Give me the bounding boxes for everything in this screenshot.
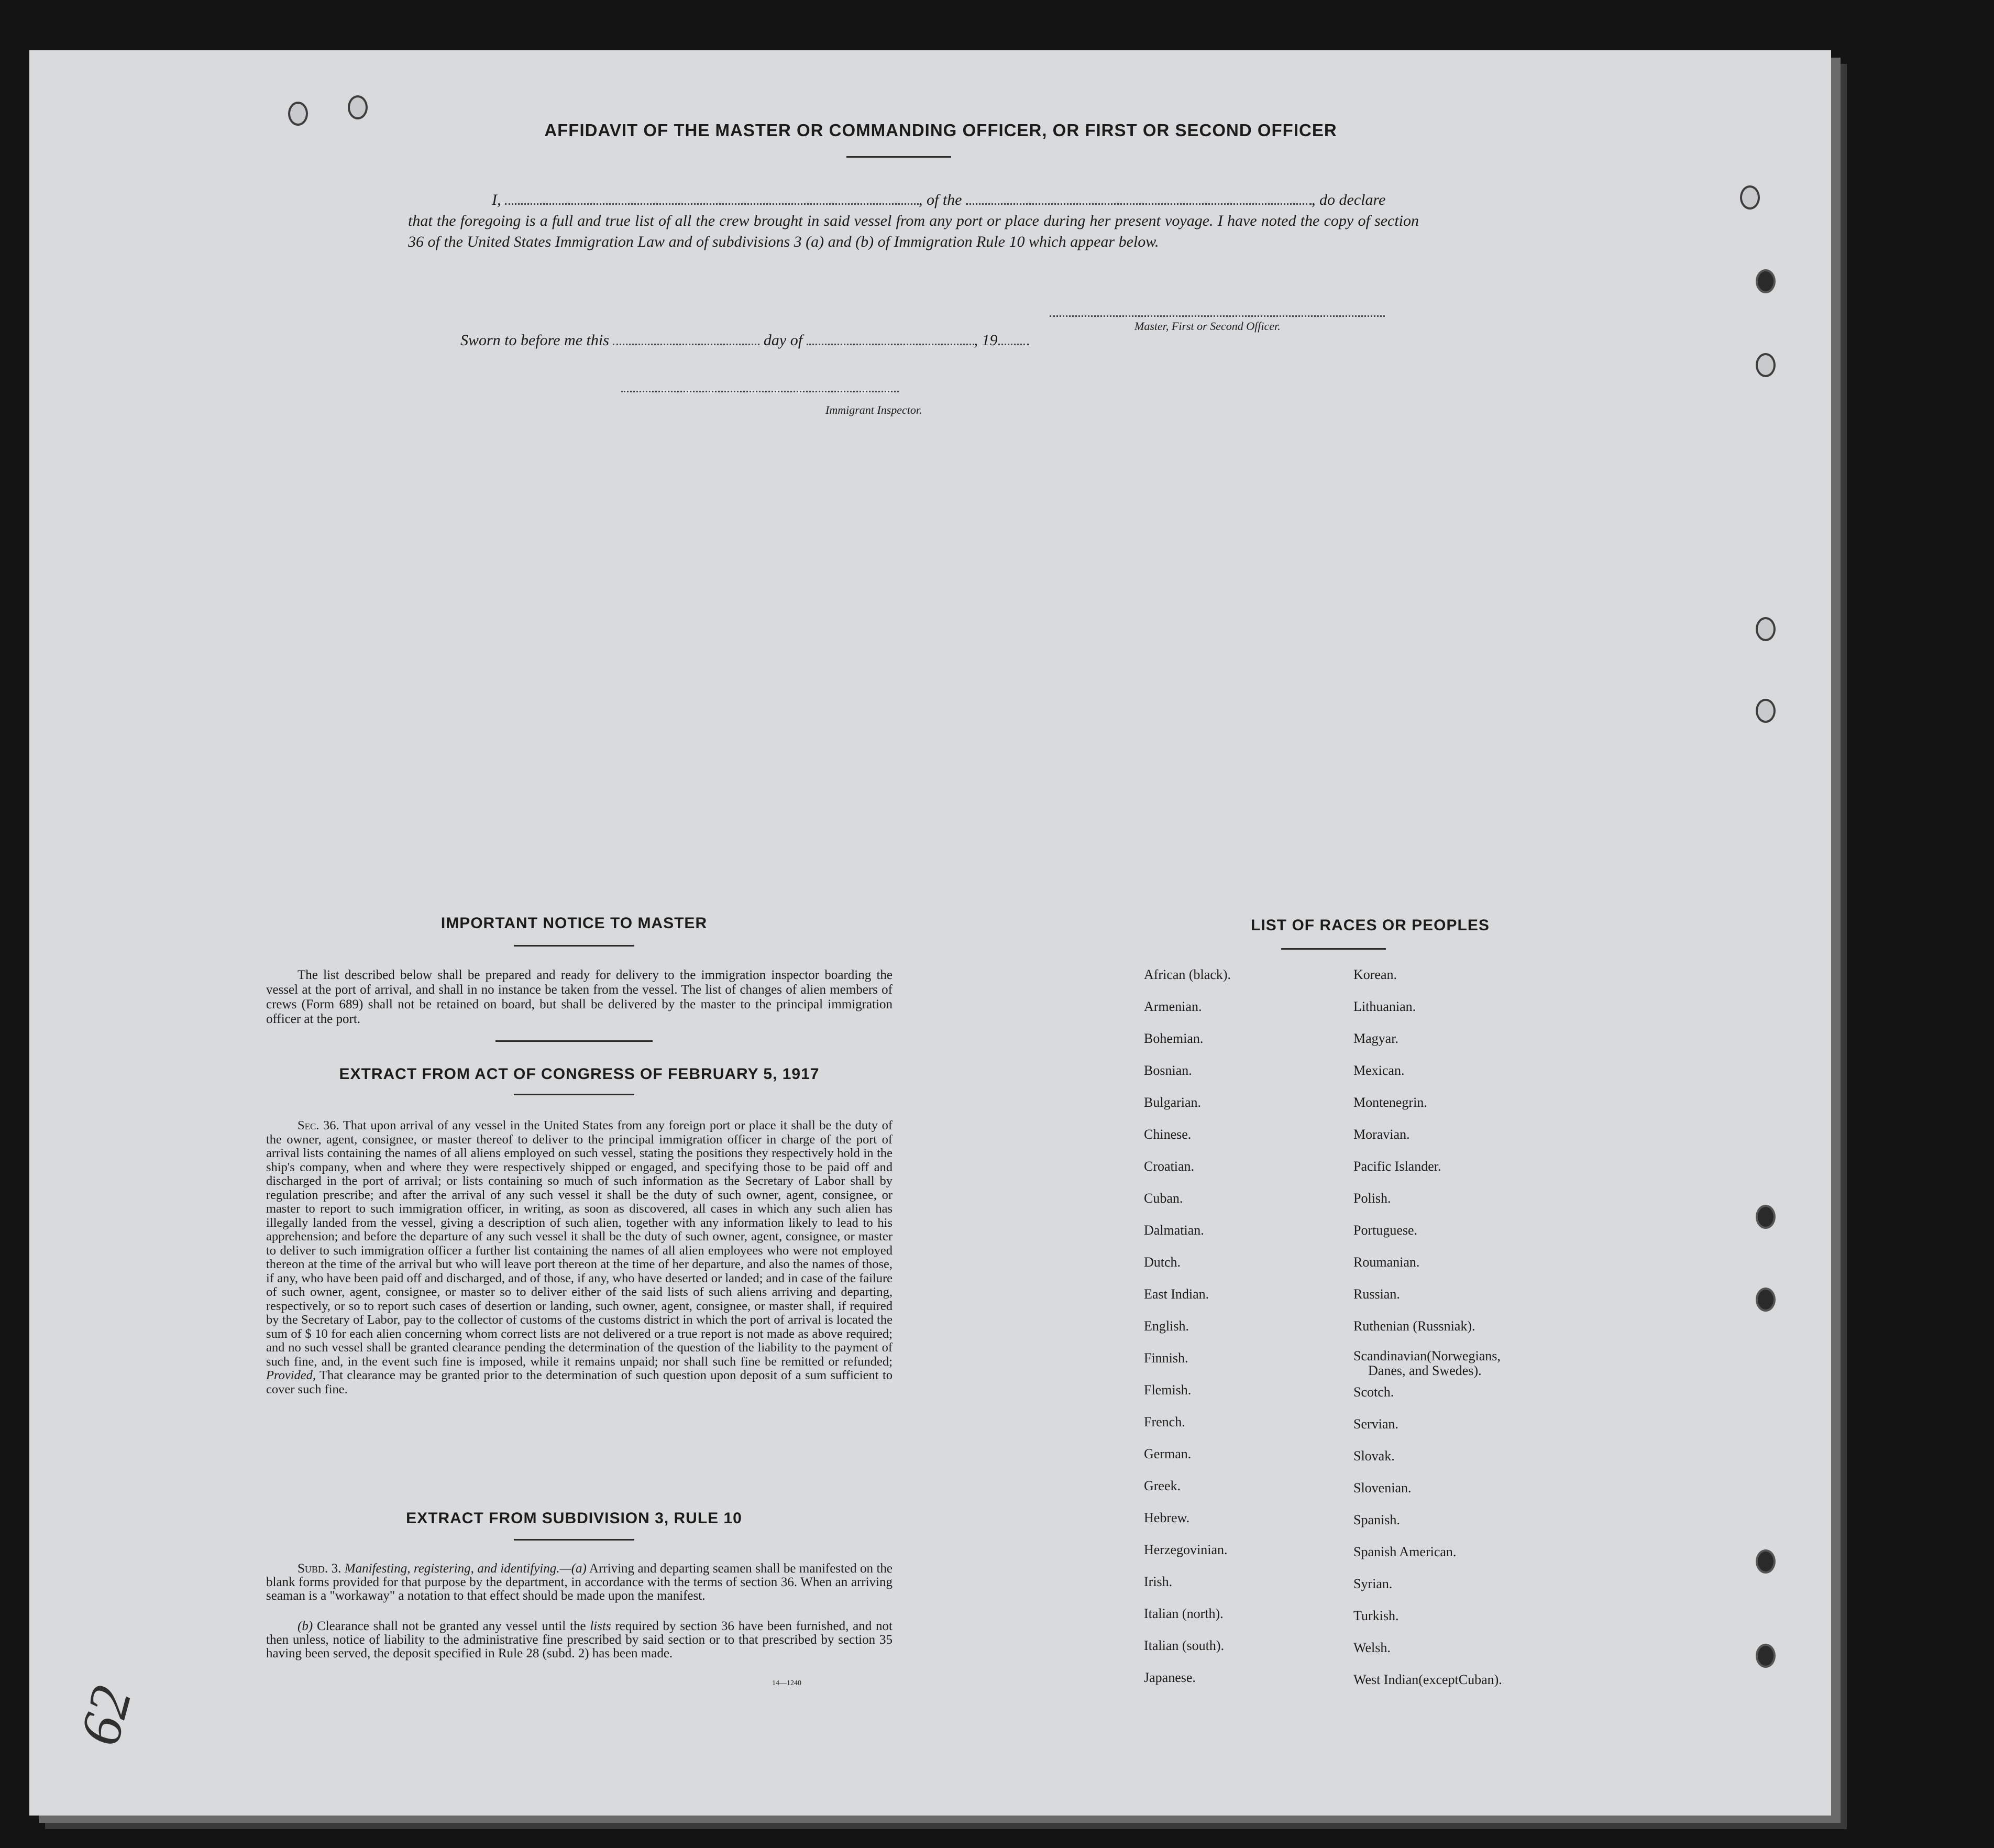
race-item: Armenian. bbox=[1144, 999, 1202, 1014]
signature-line[interactable] bbox=[1050, 313, 1385, 317]
form-number: 14—1240 bbox=[772, 1679, 801, 1687]
sworn-label: Sworn to before me this bbox=[460, 332, 609, 349]
affidavit-declaration-line bbox=[460, 190, 1419, 211]
notice-underline bbox=[514, 945, 634, 947]
race-item: Scotch. bbox=[1353, 1384, 1394, 1400]
race-item: Korean. bbox=[1353, 967, 1397, 982]
b-label: (b) bbox=[298, 1619, 313, 1633]
race-item: Japanese. bbox=[1144, 1670, 1196, 1685]
race-item: Ruthenian (Russniak). bbox=[1353, 1318, 1475, 1334]
act-body-text: That upon arrival of any vessel in the United States from any foreign port or place it shall be the duty of the owner, agent, consignee, or master thereof to deliver to the principal immigration officer in charge of the port of arrival lists containing the names of all aliens employed on such vessel, stating the positions they respectively hold in the ship's company, when and where they were respectively shipped or engaged, and specifying those to be paid off and discharged in the port of arrival; or lists containing so much of such information as the Secretary of Labor shall by regulation prescribe; and after the arrival of any such vessel it shall be the duty of such owner, agent, consignee, or master to report to such immigration officer, in writing, as soon as discovered, all cases in which any such alien has illegally landed from the vessel, giving a description of such alien, together with any information likely to lead to his apprehension; and before the departure of any such vessel it shall be the duty of such owner, agent, consignee, or master to deliver to such immigration officer a further list containing the names of all alien employees who were not employed thereon at the time of the arrival but who will leave port thereon at the time of her departure, and also the names of those, if any, who have been paid off and discharged, and of those, if any, who have deserted or landed; and in case of the failure of such owner, agent, consignee, or master so to deliver either of the said lists of such aliens arriving and departing, respectively, or so to report such cases of desertion or landing, such owner, agent, consignee, or master shall, if required by the Secretary of Labor, pay to the collector of customs of the customs district in which the port of arrival is located the sum of $ 10 for each alien concerning whom correct lists are not delivered or a true report is not made as above required; and no such vessel shall be granted clearance pending the determination of the question of the liability to the payment of such fine, and, in the event such fine is imposed, while it remains unpaid; nor shall such fine be remitted or refunded; bbox=[266, 1118, 893, 1369]
document-sheet bbox=[29, 50, 1831, 1816]
race-item: Roumanian. bbox=[1353, 1255, 1420, 1270]
race-item: Scandinavian(Norwegians, bbox=[1353, 1348, 1501, 1363]
act-extract-title: EXTRACT FROM ACT OF CONGRESS OF FEBRUARY 5, 1917 bbox=[339, 1065, 820, 1083]
race-item: Dalmatian. bbox=[1144, 1223, 1204, 1238]
subd-title: Manifesting, registering, and identifying.—(a) bbox=[344, 1561, 587, 1576]
race-item: Moravian. bbox=[1353, 1127, 1410, 1142]
affidavit-body: that the foregoing is a full and true list of all the crew brought in said vessel from any port or place during her present voyage. I have noted the copy of section 36 of the United States Immigration Law and of subdivisions 3 (a) and (b) of Immigration Rule 10 which appear below. bbox=[408, 212, 1419, 250]
binder-hole bbox=[1756, 617, 1776, 641]
race-item: Polish. bbox=[1353, 1191, 1391, 1206]
race-item: Croatian. bbox=[1144, 1159, 1195, 1174]
act-body-end: That clearance may be granted prior to the determination of such question upon deposit of a sum sufficient to cover such fine. bbox=[266, 1368, 893, 1396]
rule-body-b2: required by section 36 have been furnished, and not then unless, notice of liability to the administrative fine prescribed by said section or to that prescribed by section 35 having been served, the deposit specified in Rule 28 (subd. 2) has been made. bbox=[266, 1619, 893, 1660]
rule-underline bbox=[514, 1539, 634, 1541]
inspector-signature-line[interactable] bbox=[621, 389, 899, 392]
race-item: Spanish. bbox=[1353, 1512, 1400, 1527]
day-of-label: day of bbox=[763, 332, 803, 349]
race-item: Bohemian. bbox=[1144, 1031, 1204, 1046]
do-declare-label: , do declare bbox=[1312, 191, 1386, 208]
race-item: Turkish. bbox=[1353, 1608, 1399, 1623]
race-item: Greek. bbox=[1144, 1478, 1181, 1493]
rule-extract-body-b bbox=[266, 1620, 893, 1660]
race-item: Finnish. bbox=[1144, 1350, 1188, 1366]
race-item: Montenegrin. bbox=[1353, 1095, 1427, 1110]
signature-caption: Master, First or Second Officer. bbox=[1134, 320, 1281, 333]
binder-hole bbox=[1756, 699, 1776, 723]
race-item: Chinese. bbox=[1144, 1127, 1192, 1142]
race-item: French. bbox=[1144, 1414, 1185, 1429]
race-item: Mexican. bbox=[1353, 1063, 1405, 1078]
race-item: Servian. bbox=[1353, 1416, 1398, 1432]
race-item: Bosnian. bbox=[1144, 1063, 1192, 1078]
race-item: Italian (north). bbox=[1144, 1606, 1224, 1621]
vessel-name-field[interactable] bbox=[966, 203, 1312, 205]
sec-label: Sec. 36. bbox=[298, 1118, 339, 1132]
race-item: Syrian. bbox=[1353, 1576, 1393, 1591]
rule-body-a: Arriving and departing seamen shall be manifested on the blank forms provided for that purpose by the department, in accordance with the terms of section 36. When an arriving seaman is a "workaway" a notation to that effect should be made upon the manifest. bbox=[266, 1561, 893, 1603]
races-title: LIST OF RACES OR PEOPLES bbox=[1251, 917, 1490, 934]
race-item: Cuban. bbox=[1144, 1191, 1183, 1206]
binder-hole bbox=[288, 102, 308, 126]
race-item: Magyar. bbox=[1353, 1031, 1398, 1046]
notice-body: The list described below shall be prepared and ready for delivery to the immigration inspector boarding the vessel at the port of arrival, and shall in no instance be taken from the vessel. The list of changes of alien members of crews (Form 689) shall not be retained on board, but shall be delivered by the master to the principal immigration officer at the port. bbox=[266, 968, 893, 1026]
title-underline bbox=[846, 156, 951, 158]
rule-extract-title: EXTRACT FROM SUBDIVISION 3, RULE 10 bbox=[406, 1510, 742, 1527]
race-item: Slovak. bbox=[1353, 1448, 1395, 1464]
race-item: African (black). bbox=[1144, 967, 1231, 982]
act-underline bbox=[514, 1094, 634, 1095]
notice-title: IMPORTANT NOTICE TO MASTER bbox=[440, 915, 708, 932]
race-item: Herzegovinian. bbox=[1144, 1542, 1228, 1557]
race-item: Pacific Islander. bbox=[1353, 1159, 1441, 1174]
rule-extract-body-a bbox=[266, 1562, 893, 1603]
binder-hole bbox=[1756, 1644, 1776, 1668]
race-item: English. bbox=[1144, 1318, 1189, 1334]
year-label: , 19 bbox=[974, 332, 998, 349]
binder-hole bbox=[1756, 1205, 1776, 1229]
race-item: Russian. bbox=[1353, 1286, 1400, 1302]
section-divider bbox=[495, 1040, 653, 1042]
race-item: Welsh. bbox=[1353, 1640, 1391, 1655]
race-item: Flemish. bbox=[1144, 1382, 1192, 1398]
rule-body-b1: Clearance shall not be granted any vessel until the bbox=[316, 1619, 586, 1633]
binder-hole bbox=[1756, 353, 1776, 377]
provided-label: Provided, bbox=[266, 1368, 316, 1382]
race-item: Italian (south). bbox=[1144, 1638, 1225, 1653]
binder-hole bbox=[1756, 1288, 1776, 1312]
race-item: Hebrew. bbox=[1144, 1510, 1190, 1525]
of-the-label: , of the bbox=[919, 191, 962, 208]
act-extract-body bbox=[266, 1119, 893, 1396]
race-item: Portuguese. bbox=[1353, 1223, 1418, 1238]
races-underline bbox=[1281, 948, 1386, 950]
inspector-caption: Immigrant Inspector. bbox=[825, 403, 922, 416]
race-item-continuation: Danes, and Swedes). bbox=[1368, 1363, 1482, 1378]
binder-hole bbox=[1756, 269, 1776, 293]
binder-hole bbox=[348, 95, 368, 119]
subd-label: Subd. 3. bbox=[298, 1561, 341, 1576]
race-item: Bulgarian. bbox=[1144, 1095, 1202, 1110]
sworn-month-field[interactable] bbox=[807, 344, 974, 345]
race-item: Lithuanian. bbox=[1353, 999, 1416, 1014]
race-item: East Indian. bbox=[1144, 1286, 1209, 1302]
lists-word: lists bbox=[590, 1619, 611, 1633]
binder-hole bbox=[1740, 185, 1760, 210]
race-item: German. bbox=[1144, 1446, 1192, 1461]
race-item: Irish. bbox=[1144, 1574, 1173, 1589]
officer-name-field[interactable] bbox=[505, 203, 919, 205]
sworn-day-field[interactable] bbox=[613, 344, 759, 345]
race-item: West Indian(exceptCuban). bbox=[1353, 1672, 1502, 1687]
i-label: I, bbox=[492, 191, 501, 208]
race-item: Slovenian. bbox=[1353, 1480, 1412, 1495]
race-item: Dutch. bbox=[1144, 1255, 1181, 1270]
race-item: Spanish American. bbox=[1353, 1544, 1457, 1559]
binder-hole bbox=[1756, 1549, 1776, 1574]
sworn-year-field[interactable] bbox=[998, 344, 1029, 345]
affidavit-title: AFFIDAVIT OF THE MASTER OR COMMANDING OFFICER, OR FIRST OR SECOND OFFICER bbox=[544, 120, 1337, 140]
sworn-line bbox=[460, 330, 1194, 351]
handwritten-mark: 62 bbox=[67, 1679, 144, 1752]
